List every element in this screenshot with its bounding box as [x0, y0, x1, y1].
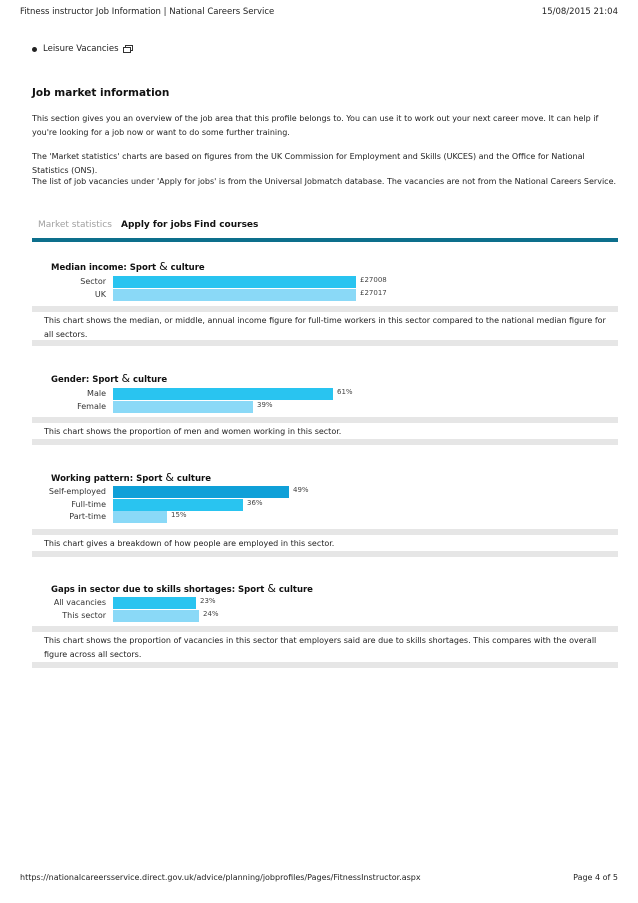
- bar-label-wrap: [32, 597, 112, 609]
- bar-category-label: This sector: [62, 610, 106, 620]
- bar-category-label: All vacancies: [53, 598, 106, 607]
- chart-title: Gaps in sector due to skills shortages: Sport & culture: [51, 582, 313, 595]
- chart-title: Gender: Sport & culture: [51, 372, 168, 385]
- chart-description: This chart shows the proportion of men and women working in this sector.: [32, 417, 618, 445]
- bar-label-wrap: [32, 388, 112, 400]
- bar-value-label: 36%: [247, 498, 263, 507]
- leisure-vacancies-item[interactable]: [32, 44, 133, 54]
- bar-label-wrap: [32, 289, 112, 301]
- bar: [113, 401, 253, 413]
- bar-value-label: 15%: [171, 511, 187, 519]
- bar-category-label: Female: [77, 401, 106, 411]
- statistics-source-paragraph: The 'Market statistics' charts are based on figures from the UK Commission for Employment and Skills (UKCES) and the Office for National Statistics (ONS).: [32, 152, 585, 175]
- page-header-title: Fitness instructor Job Information | National Careers Service: [20, 7, 275, 17]
- tab-bar: [32, 218, 618, 242]
- bar: [113, 597, 196, 609]
- tab-find-courses[interactable]: Find courses: [194, 220, 259, 230]
- bar-category-label: UK: [94, 289, 106, 299]
- chart-title: Working pattern: Sport & culture: [51, 471, 211, 484]
- page-footer-url: https://nationalcareersservice.direct.gov.uk/advice/planning/jobprofiles/Pages/FitnessInstructor.aspx: [20, 873, 421, 882]
- chart-description: This chart shows the median, or middle, annual income figure for full-time workers in this sector compared to the national median figure for all sectors.: [32, 306, 618, 346]
- bar-value-label: 61%: [337, 388, 353, 396]
- bar-value-label: £27008: [360, 276, 387, 284]
- bar: [113, 276, 356, 288]
- external-link-icon: [123, 45, 133, 53]
- bar-label-wrap: [32, 486, 112, 498]
- bullet-icon: [32, 47, 37, 52]
- bar-value-label: 24%: [203, 609, 219, 618]
- leisure-vacancies-link[interactable]: Leisure Vacancies: [43, 44, 119, 54]
- section-title: Job market information: [32, 87, 170, 99]
- bar-category-label: Full-time: [71, 499, 106, 509]
- bar-category-label: Male: [87, 389, 106, 398]
- bar: [113, 388, 333, 400]
- chart-description: This chart shows the proportion of vacancies in this sector that employers said are due to skills shortages. This compares with the overall figure across all sectors.: [32, 626, 618, 668]
- page-header-datetime: 15/08/2015 21:04: [541, 7, 618, 17]
- page-footer-page-number: Page 4 of 5: [573, 873, 618, 882]
- bar: [113, 610, 199, 622]
- tab-apply-for-jobs[interactable]: Apply for jobs: [121, 220, 192, 230]
- bar-label-wrap: [32, 499, 112, 511]
- bar-category-label: Part-time: [69, 512, 106, 521]
- bar-label-wrap: [32, 276, 112, 288]
- bar-label-wrap: [32, 401, 112, 413]
- bar-value-label: 23%: [200, 597, 216, 605]
- bar-category-label: Sector: [80, 277, 106, 286]
- bar-value-label: £27017: [360, 288, 387, 297]
- bar-category-label: Self-employed: [48, 487, 106, 496]
- bar-label-wrap: [32, 610, 112, 622]
- bar: [113, 511, 167, 523]
- bar: [113, 289, 356, 301]
- bar: [113, 499, 243, 511]
- bar: [113, 486, 289, 498]
- bar-value-label: 49%: [293, 486, 309, 494]
- bar-label-wrap: [32, 511, 112, 523]
- vacancies-source-paragraph: The list of job vacancies under 'Apply for jobs' is from the Universal Jobmatch database. The vacancies are not from the National Careers Service.: [32, 177, 617, 186]
- bar-value-label: 39%: [257, 400, 273, 409]
- intro-paragraph: This section gives you an overview of the job area that this profile belongs to. You can use it to work out your next career move. It can help if you're looking for a job now or want to do some further training.: [32, 114, 599, 137]
- tab-market-statistics[interactable]: Market statistics: [38, 220, 112, 230]
- chart-title: Median income: Sport & culture: [51, 260, 205, 273]
- chart-description: This chart gives a breakdown of how people are employed in this sector.: [32, 529, 618, 557]
